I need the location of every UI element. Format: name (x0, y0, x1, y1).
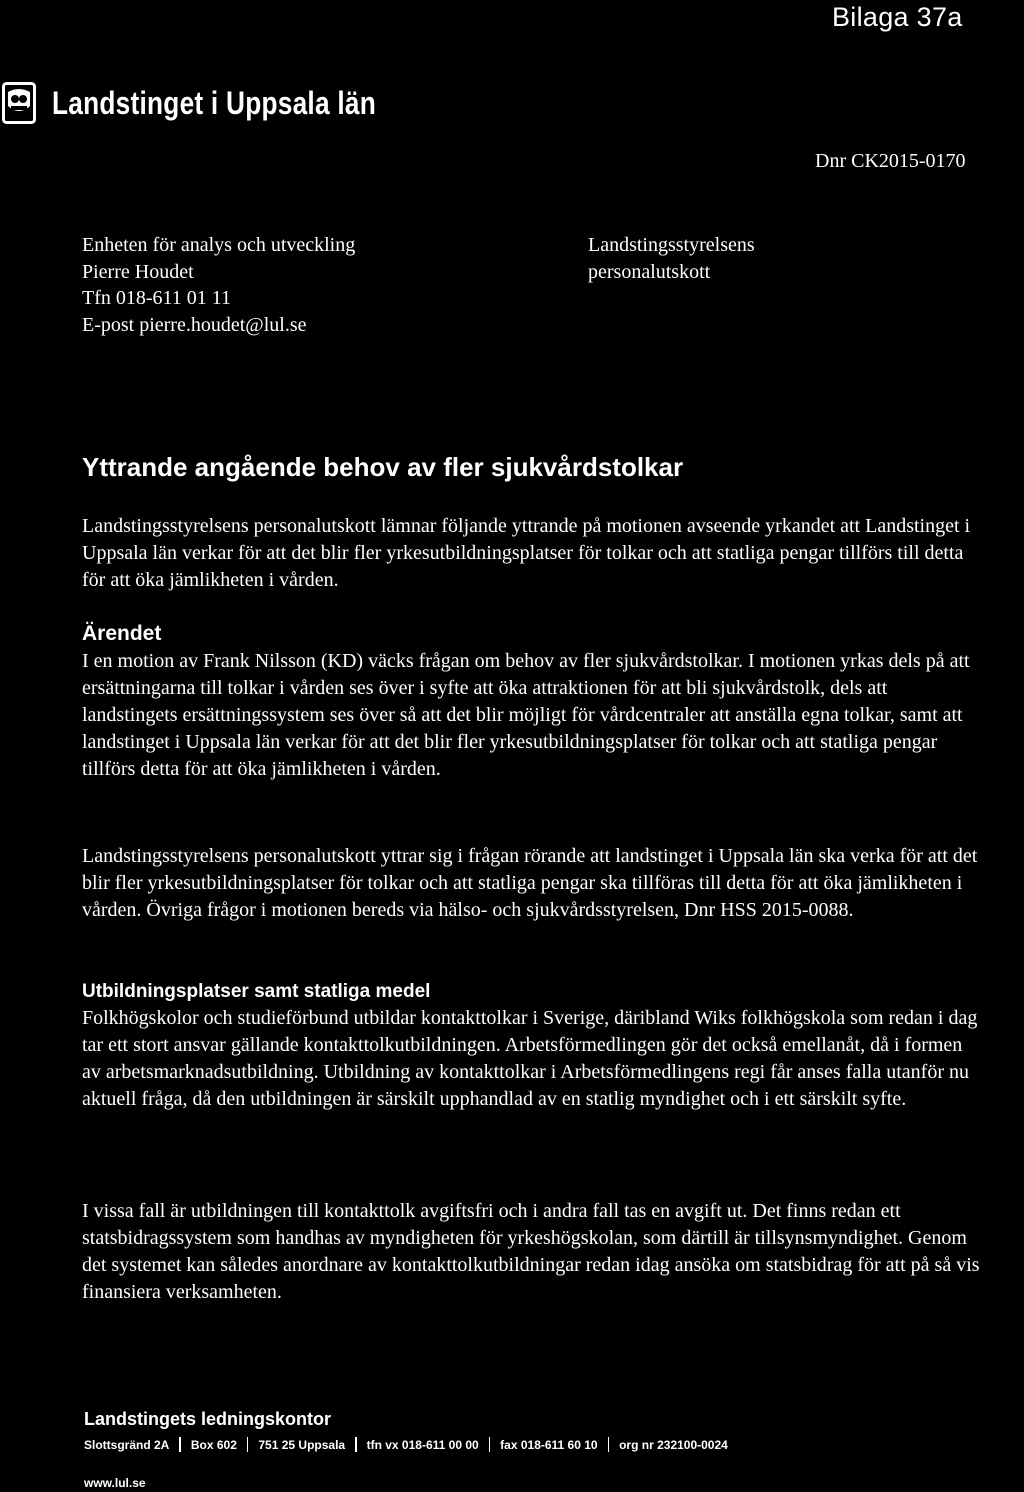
footer-contact-line (84, 1437, 728, 1452)
footer-address: Slottsgränd 2A (84, 1438, 170, 1452)
arendet-paragraph-2: Landstingsstyrelsens personalutskott yttrar sig i frågan rörande att landstinget i Uppsala län ska verka för att det blir fler yrkesutbildningsplatser för tolkar och att statliga pengar ska tillföras till detta för att öka jämlikheten i vården. Övriga frågor i motionen bereds via hälso- och sjukvårdsstyrelsen, Dnr HSS 2015-0088. (82, 845, 978, 921)
footer-website: www.lul.se (84, 1476, 146, 1490)
intro-paragraph: Landstingsstyrelsens personalutskott lämnar följande yttrande på motionen avseende yrkandet att Landstinget i Uppsala län verkar för att det blir fler yrkesutbildningsplatser för tolkar och att statliga pengar tillförs till detta för att öka jämlikheten i vården. (82, 515, 971, 591)
footer-phone: tfn vx 018-611 00 00 (366, 1438, 479, 1452)
county-council-logo-icon (2, 82, 36, 124)
arendet-paragraph-1: I en motion av Frank Nilsson (KD) väcks frågan om behov av fler sjukvårdstolkar. I motionen yrkas dels på att ersättningarna till tolkar i vården ses över i syfte att öka attraktionen för att bli sjukvårdstolk, dels att landstingets ersättningssystem ses över så att det blir möjligt för vårdcentraler att anställa egna tolkar, samt att landstinget i Uppsala län verkar för att det blir fler yrkesutbildningsplatser för tolkar och att statliga pengar tillförs detta för att öka jämlikheten i vården. (82, 650, 970, 780)
footer-office: Landstingets ledningskontor (84, 1409, 332, 1429)
utbildning-paragraph-2: I vissa fall är utbildningen till kontakttolk avgiftsfri och i andra fall tas en avgift ut. Det finns redan ett statsbidragssystem som handhas av myndigheten för yrkeshögskolan, som därtill är tillsynsmyndighet. Genom det systemet kan således anordnare av kontakttolkutbildningar redan idag ansöka om statsbidrag för att på så vis finansiera verksamheten. (82, 1200, 980, 1303)
sender-phone: Tfn 018-611 01 11 (82, 287, 232, 309)
document-title: Yttrande angående behov av fler sjukvårdstolkar (82, 452, 684, 482)
sender-block (82, 232, 355, 338)
sender-name: Pierre Houdet (82, 260, 194, 283)
footer-divider (608, 1437, 610, 1452)
footer-divider (489, 1437, 491, 1452)
section-heading-utbildningsplatser: Utbildningsplatser samt statliga medel (82, 981, 431, 1002)
footer-org-number: org nr 232100-0024 (619, 1438, 728, 1452)
footer-postal: 751 25 Uppsala (258, 1438, 346, 1452)
sender-email: E-post pierre.houdet@lul.se (82, 313, 307, 336)
utbildning-paragraph-1: Folkhögskolor och studieförbund utbildar kontakttolkar i Sverige, däribland Wiks folkhögskola som redan i dag tar ett stort ansvar gällande kontakttolkutbildningen. Arbetsförmedlingen gör det också emellanåt, då i formen av arbetsmarknadsutbildning. Utbildning av kontakttolkar i Arbetsförmedlingens regi får anses falla utanför nu aktuell fråga, då den utbildningen är särskilt upphandlad av en statlig myndighet och i ett särskilt syfte. (82, 1007, 978, 1110)
footer-fax: fax 018-611 60 10 (500, 1438, 598, 1452)
recipient-line-2: personalutskott (588, 260, 711, 283)
footer-divider (247, 1437, 249, 1452)
sender-unit: Enheten för analys och utveckling (82, 234, 356, 256)
section-heading-arendet: Ärendet (82, 622, 162, 645)
attachment-label: Bilaga 37a (832, 2, 963, 32)
case-number: Dnr CK2015-0170 (815, 150, 966, 172)
footer-box: Box 602 (190, 1438, 237, 1452)
footer-divider (355, 1437, 357, 1452)
recipient-line-1: Landstingsstyrelsens (588, 234, 755, 256)
organization-logo (2, 82, 447, 124)
recipient-block (588, 232, 755, 285)
organization-name: Landstinget i Uppsala län (52, 84, 376, 121)
footer-divider (179, 1437, 181, 1452)
